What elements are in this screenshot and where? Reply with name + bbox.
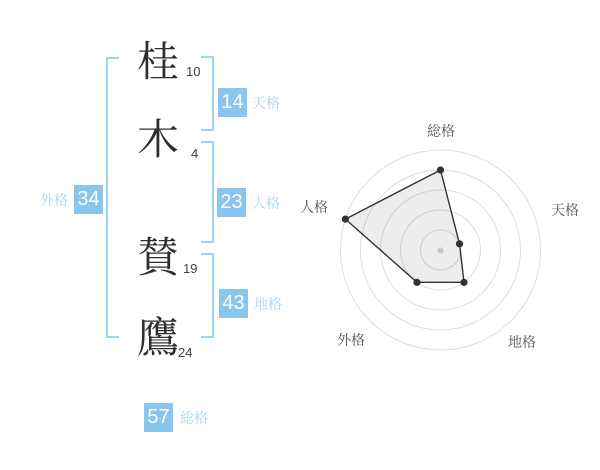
surname-char-2-strokecount: 4 (191, 146, 199, 161)
jinkaku-label: 人格 (252, 195, 280, 211)
radar-axis-label: 人格 (300, 199, 328, 215)
radar-axis-label: 地格 (508, 334, 536, 350)
soukaku-value-box: 57 (144, 403, 173, 432)
soukaku-label: 総格 (180, 410, 208, 426)
radar-data-point (460, 279, 467, 286)
surname-char-2: 木 (136, 116, 179, 163)
gaikaku-label: 外格 (40, 192, 68, 208)
gaikaku-value-box: 34 (74, 185, 103, 214)
chikaku-value-box: 43 (219, 289, 248, 318)
tenkaku-label: 天格 (252, 95, 280, 111)
chikaku-label: 地格 (254, 296, 282, 312)
surname-char-1-strokecount: 10 (186, 64, 201, 79)
radar-data-point (342, 215, 349, 222)
radar-data-point (456, 240, 463, 247)
givenname-char-1-strokecount: 19 (183, 261, 198, 276)
jinkaku-value-box: 23 (217, 188, 246, 217)
surname-char-1: 桂 (136, 38, 179, 85)
radar-axis-label: 総格 (427, 123, 455, 139)
givenname-char-2-strokecount: 24 (178, 345, 193, 360)
radar-data-point (413, 279, 420, 286)
givenname-char-2: 鷹 (136, 314, 179, 361)
radar-axis-label: 天格 (551, 202, 579, 218)
radar-center-dot (438, 248, 444, 254)
givenname-char-1: 賛 (136, 234, 179, 281)
radar-axis-label: 外格 (337, 332, 365, 348)
radar-data-point (437, 166, 444, 173)
tenkaku-value-box: 14 (218, 88, 247, 117)
